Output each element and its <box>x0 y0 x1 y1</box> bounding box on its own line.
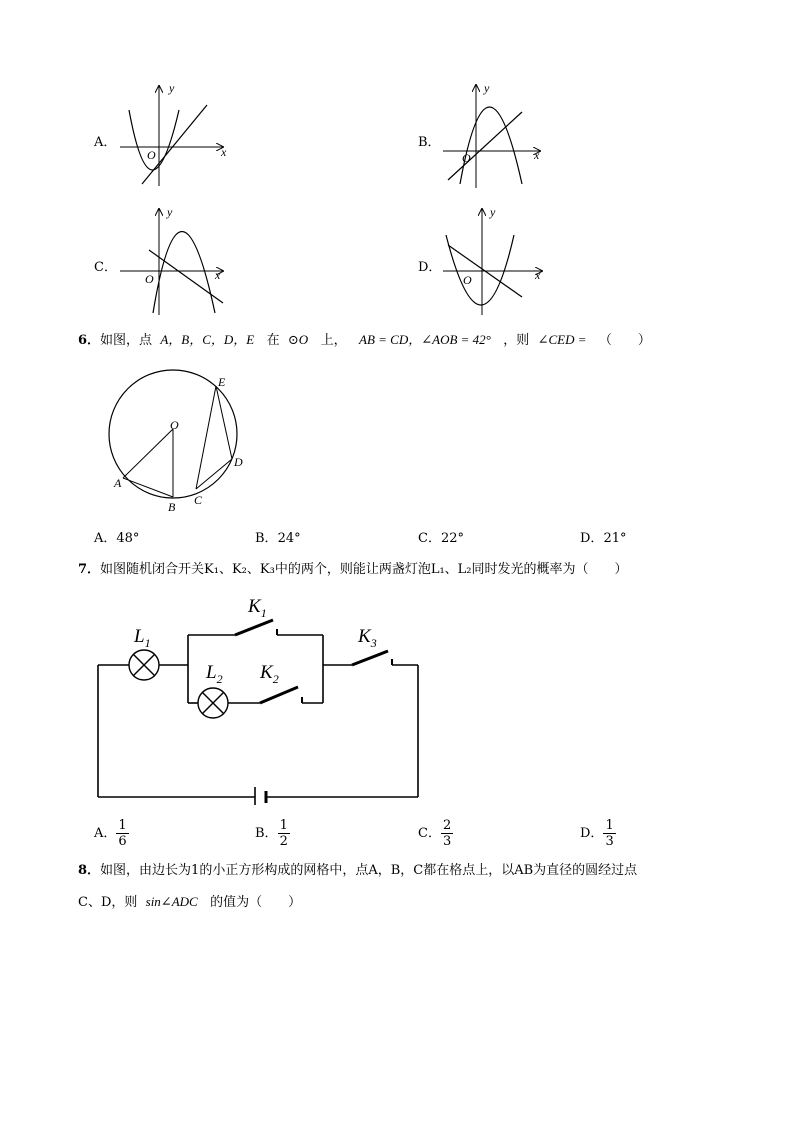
line <box>142 105 207 184</box>
q7-option-d: D． $\frac{1}{3}$ <box>580 818 614 849</box>
label-c: C <box>194 493 203 507</box>
q8-number: 8． <box>78 863 101 878</box>
q6-option-b: B．24° <box>255 531 301 546</box>
label-a: A <box>114 476 122 490</box>
q6-text-b: 在 <box>266 333 280 348</box>
x-label: x <box>221 145 227 159</box>
q6-points: A，B，C，D，E <box>160 332 255 347</box>
q7-circuit-figure <box>90 590 430 805</box>
q8-stem-line2 <box>78 893 301 912</box>
switch-k3 <box>352 651 392 665</box>
label-b: B <box>168 500 176 514</box>
switch-k2 <box>260 687 302 703</box>
x-label: x <box>535 268 541 282</box>
origin-label: O <box>145 272 154 286</box>
q7-option-c: C． $\frac{2}{3}$ <box>418 818 452 849</box>
q6-condition: AB = CD，∠AOB = 42° <box>359 332 491 347</box>
q7-number: 7． <box>78 562 101 577</box>
q8-line2-a: C、D，则 <box>78 895 138 910</box>
label-l2: $L_2$ <box>206 662 223 686</box>
q6-option-a: A．48° <box>94 531 140 546</box>
parabola <box>460 107 522 184</box>
q7-option-b: B． $\frac{1}{2}$ <box>255 818 288 849</box>
q5-option-d-label: D． <box>418 260 442 275</box>
q8-expression: sin∠ADC <box>145 894 198 909</box>
parabola <box>153 232 215 314</box>
q5-graph-d <box>438 205 558 317</box>
label-l1: $L_1$ <box>134 626 151 650</box>
q6-stem <box>78 331 651 350</box>
q5-graph-b <box>438 80 558 190</box>
lamp-l1 <box>129 650 159 680</box>
label-k1: $K_1$ <box>248 596 267 620</box>
q6-ask: ∠CED = <box>537 332 587 347</box>
q5-graph-c <box>115 205 235 317</box>
lamp-l2 <box>198 688 228 718</box>
segment-oa <box>123 429 173 478</box>
y-label: y <box>484 81 490 95</box>
q5-option-b-label: B． <box>418 135 441 150</box>
parabola <box>446 235 514 305</box>
q6-paren: （ ） <box>598 333 651 348</box>
q6-circle-figure <box>100 368 260 518</box>
x-label: x <box>534 148 540 162</box>
q6-text-c: 上， <box>320 333 347 348</box>
q8-stem-line1 <box>78 862 637 880</box>
q7-option-a: A． $\frac{1}{6}$ <box>94 818 127 849</box>
origin-label: O <box>147 148 156 162</box>
segment-ed <box>216 386 232 459</box>
label-k2: $K_2$ <box>260 662 279 686</box>
q6-circle: ⊙O <box>287 332 309 347</box>
label-o: O <box>170 418 179 432</box>
y-label: y <box>169 81 175 95</box>
origin-label: O <box>462 151 471 165</box>
q5-option-a-label: A． <box>94 135 117 150</box>
q6-number: 6． <box>78 333 101 348</box>
q8-line2-b: 的值为（ ） <box>210 895 302 910</box>
q8-line1: 如图，由边长为1的小正方形构成的网格中，点A，B，C都在格点上，以AB为直径的圆经过点 <box>100 863 638 878</box>
q6-text-a: 如图，点 <box>100 333 153 348</box>
label-k3: $K_3$ <box>358 626 377 650</box>
segment-ec <box>196 386 216 489</box>
q6-option-d: D．21° <box>580 531 627 546</box>
x-label: x <box>215 268 221 282</box>
q7-stem <box>78 561 628 579</box>
segment-ab <box>123 478 173 497</box>
q5-graph-a <box>115 80 235 190</box>
origin-label: O <box>463 273 472 287</box>
switch-k1 <box>235 620 277 635</box>
label-e: E <box>218 375 226 389</box>
q5-option-c-label: C． <box>94 260 117 275</box>
line <box>448 112 522 180</box>
q7-text: 如图随机闭合开关K₁、K₂、K₃中的两个，则能让两盏灯泡L₁、L₂同时发光的概率为（ ） <box>100 562 628 577</box>
y-label: y <box>167 205 173 219</box>
y-label: y <box>490 205 496 219</box>
q6-text-d: ，则 <box>503 333 530 348</box>
label-d: D <box>234 455 243 469</box>
q6-option-c: C．22° <box>418 531 464 546</box>
